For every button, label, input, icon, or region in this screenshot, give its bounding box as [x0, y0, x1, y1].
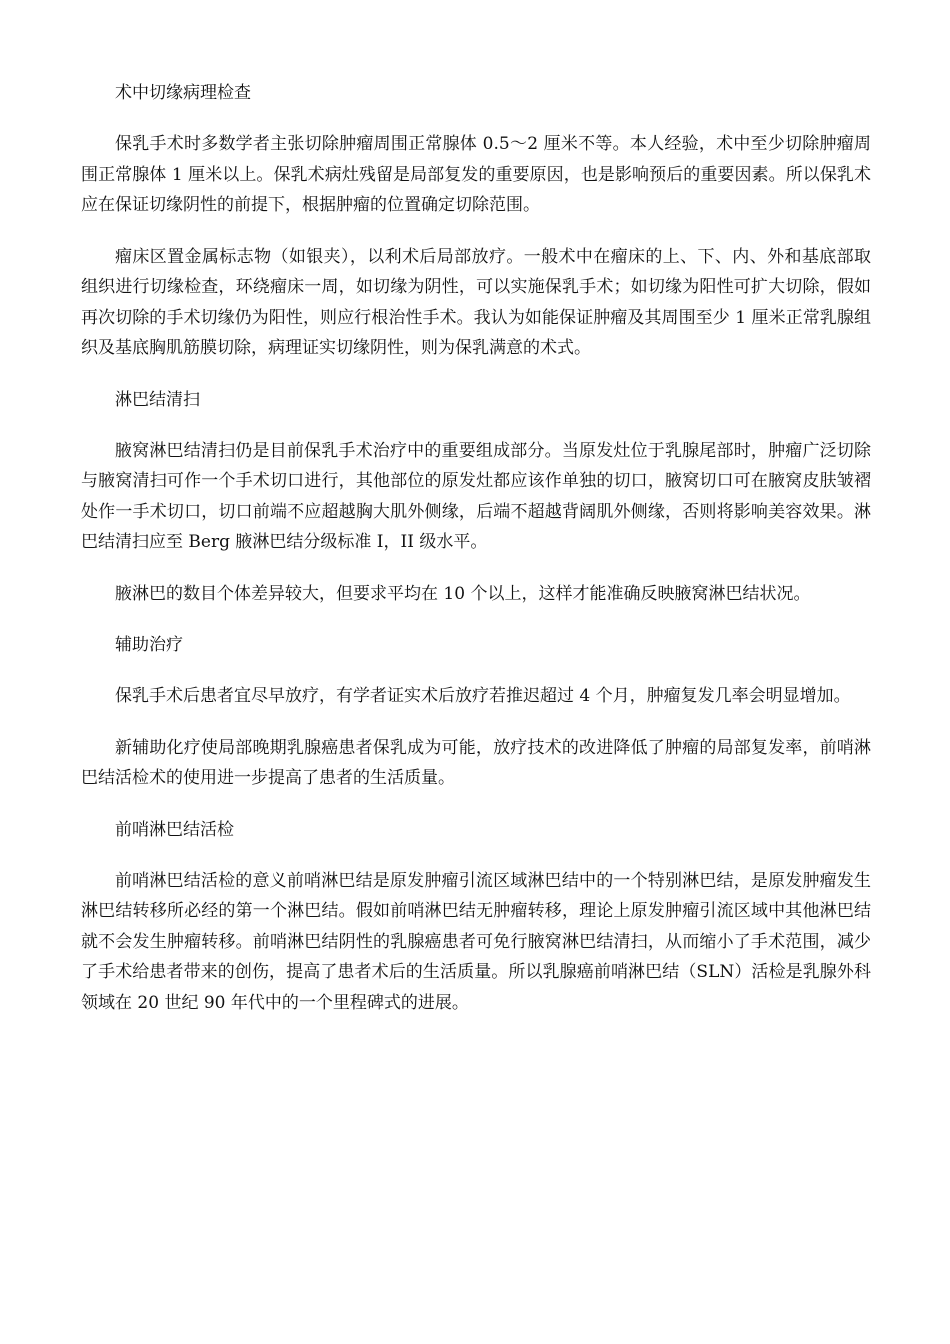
section-heading-sentinel-node-biopsy: 前哨淋巴结活检	[115, 819, 234, 840]
paragraph-radiotherapy-timing: 保乳手术后患者宜尽早放疗，有学者证实术后放疗若推迟超过 4 个月，肿瘤复发几率会明显增加。	[115, 686, 851, 706]
paragraph-neoadjuvant-chemo: 新辅助化疗使局部晚期乳腺癌患者保乳成为可能，放疗技术的改进降低了肿瘤的局部复发率，前哨淋巴结活检术的使用进一步提高了患者的生活质量。	[81, 737, 871, 788]
paragraph-resection-range: 保乳手术时多数学者主张切除肿瘤周围正常腺体 0.5～2 厘米不等。本人经验，术中至少切除肿瘤周围正常腺体 1 厘米以上。保乳术病灶残留是局部复发的重要原因，也是影响预后的重要因素。所以保乳术应在保证切缘阴性的前提下，根据肿瘤的位置确定切除范围。	[81, 134, 871, 215]
document-page	[81, 78, 871, 1039]
paragraph-axillary-dissection: 腋窝淋巴结清扫仍是目前保乳手术治疗中的重要组成部分。当原发灶位于乳腺尾部时，肿瘤广泛切除与腋窝清扫可作一个手术切口进行，其他部位的原发灶都应该作单独的切口，腋窝切口可在腋窝皮肤皱褶处作一手术切口，切口前端不应超越胸大肌外侧缘，后端不超越背阔肌外侧缘，否则将影响美容效果。淋巴结清扫应至 Berg 腋淋巴结分级标准 I，II 级水平。	[81, 440, 871, 552]
paragraph-sentinel-node-significance: 前哨淋巴结活检的意义前哨淋巴结是原发肿瘤引流区域淋巴结中的一个特别淋巴结，是原发肿瘤发生淋巴结转移所必经的第一个淋巴结。假如前哨淋巴结无肿瘤转移，理论上原发肿瘤引流区域中其他淋巴结就不会发生肿瘤转移。前哨淋巴结阴性的乳腺癌患者可免行腋窝淋巴结清扫，从而缩小了手术范围，减少了手术给患者带来的创伤，提高了患者术后的生活质量。所以乳腺癌前哨淋巴结（SLN）活检是乳腺外科领域在 20 世纪 90 年代中的一个里程碑式的进展。	[81, 870, 871, 1013]
section-heading-adjuvant-therapy: 辅助治疗	[115, 635, 183, 655]
paragraph-tumor-bed-marking: 瘤床区置金属标志物（如银夹），以利术后局部放疗。一般术中在瘤床的上、下、内、外和基底部取组织进行切缘检查，环绕瘤床一周，如切缘为阴性，可以实施保乳手术；如切缘为阳性可扩大切除，假如再次切除的手术切缘仍为阳性，则应行根治性手术。我认为如能保证肿瘤及其周围至少 1 厘米正常乳腺组织及基底胸肌筋膜切除，病理证实切缘阴性，则为保乳满意的术式。	[81, 246, 871, 358]
section-heading-lymph-node-dissection: 淋巴结清扫	[115, 389, 200, 410]
paragraph-axillary-count: 腋淋巴的数目个体差异较大，但要求平均在 10 个以上，这样才能准确反映腋窝淋巴结状况。	[115, 583, 811, 604]
section-heading-margin-pathology: 术中切缘病理检查	[115, 83, 251, 103]
